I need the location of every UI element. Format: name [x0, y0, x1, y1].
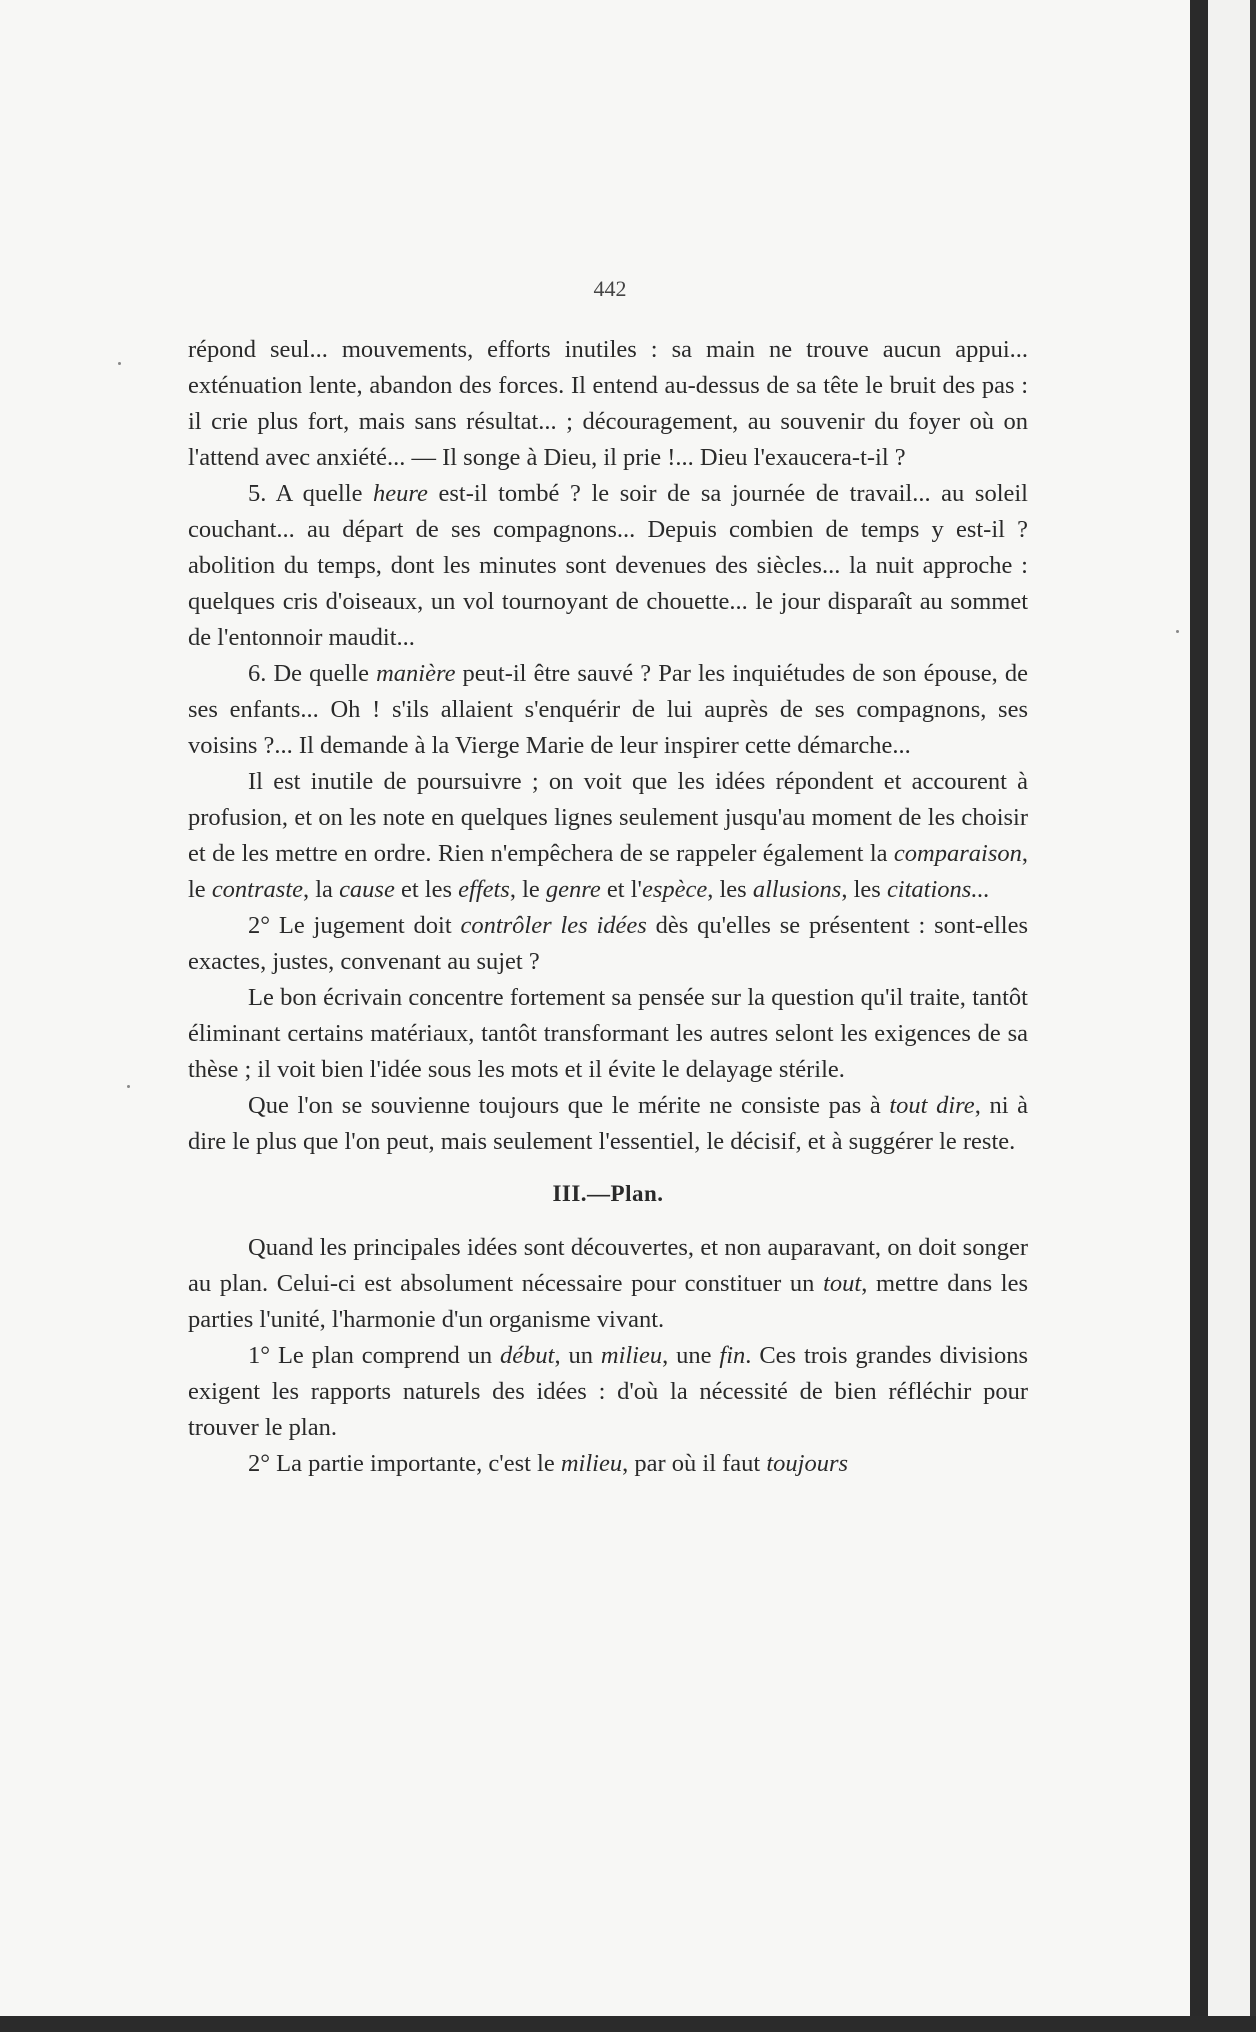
paragraph: 6. De quelle manière peut-il être sauvé ? Par les inquiétudes de son épouse, de ses enfants... Oh ! s'ils allaient s'enquérir de lui auprès de ses compagnons, ses voisins ?... Il demande à la Vierge Marie de leur inspirer cette démarche... [188, 660, 1029, 759]
paragraph: 1° Le plan comprend un début, un milieu, une fin. Ces trois grandes divisions exigent les rapports naturels des idées : d'où la nécessité de bien réfléchir pour trouver le plan. [188, 1342, 1028, 1441]
paragraph: 2° La partie importante, c'est le milieu, par où il faut toujours [248, 1450, 849, 1477]
scan-speck [118, 362, 121, 365]
page-body [188, 268, 1028, 1482]
scan-border-far-right [1250, 0, 1256, 2032]
scan-margin-right [1208, 0, 1256, 2032]
paragraph: Que l'on se souvienne toujours que le mérite ne consiste pas à tout dire, ni à dire le plus que l'on peut, mais seulement l'essentiel, le décisif, et à suggérer le reste. [188, 1092, 1029, 1155]
paragraph: 2° Le jugement doit contrôler les idées dès qu'elles se présentent : sont-elles exactes, justes, convenant au sujet ? [188, 912, 1028, 975]
scan-border-right [1190, 0, 1208, 2032]
scan-border-bottom [0, 2016, 1256, 2032]
paragraph: Il est inutile de poursuivre ; on voit que les idées répondent et accourent à profusion, et on les note en quelques lignes seulement jusqu'au moment de les choisir et de les mettre en ordre. Rien n'empêchera de se rappeler également la comparaison, le contraste, la cause et les effets, le genre et l'espèce, les allusions, les citations... [188, 768, 1028, 903]
page-number: 442 [593, 276, 627, 301]
scan-speck [1176, 630, 1179, 633]
paragraph: Quand les principales idées sont découvertes, et non auparavant, on doit songer au plan. Celui-ci est absolument nécessaire pour constituer un tout, mettre dans les parties l'unité, l'harmonie d'un organisme vivant. [188, 1234, 1029, 1333]
paragraph: répond seul... mouvements, efforts inutiles : sa main ne trouve aucun appui... exténuation lente, abandon des forces. Il entend au-dessus de sa tête le bruit des pas : il crie plus fort, mais sans résultat... ; découragement, au souvenir du foyer où on l'attend avec anxiété... — Il songe à Dieu, il prie !... Dieu l'exaucera-t-il ? [188, 336, 1028, 471]
section-heading: III.—Plan. [552, 1181, 664, 1206]
paragraph: Le bon écrivain concentre fortement sa pensée sur la question qu'il traite, tantôt éliminant certains matériaux, tantôt transformant les autres selont les exigences de sa thèse ; il voit bien l'idée sous les mots et il évite le delayage stérile. [188, 984, 1028, 1083]
paragraph: 5. A quelle heure est-il tombé ? le soir de sa journée de travail... au soleil couchant... au départ de ses compagnons... Depuis combien de temps y est-il ? abolition du temps, dont les minutes sont devenues des siècles... la nuit approche : quelques cris d'oiseaux, un vol tournoyant de chouette... le jour disparaît au sommet de l'entonnoir maudit... [188, 480, 1028, 651]
scan-speck [127, 1085, 130, 1088]
